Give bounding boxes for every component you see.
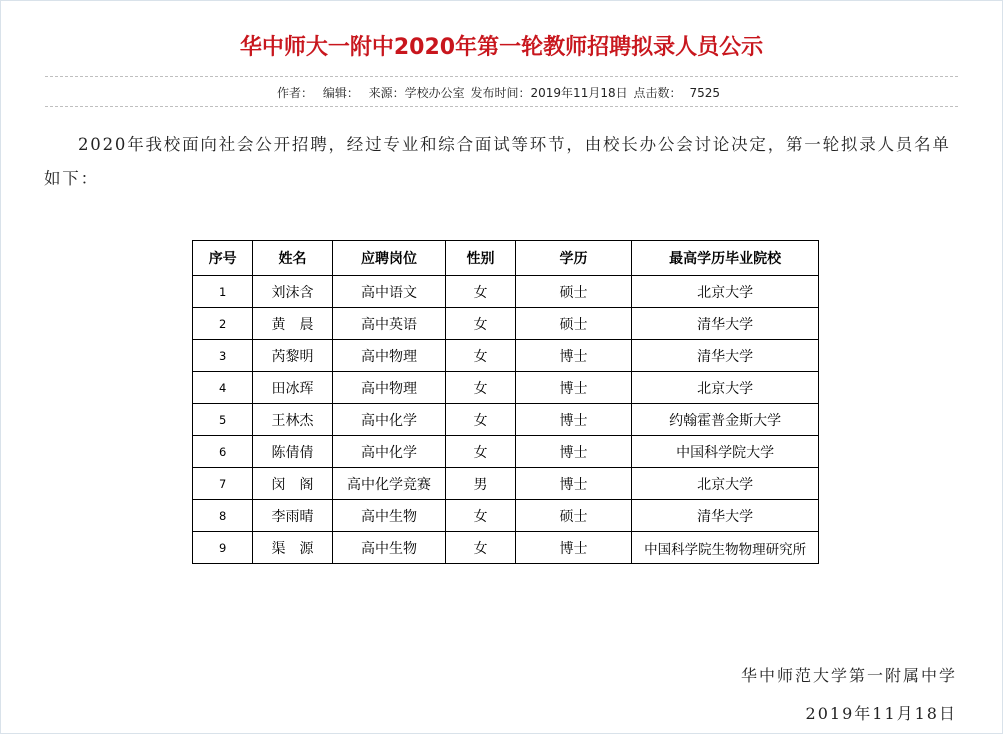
meta-source: 来源：学校办公室 <box>368 86 465 100</box>
table-row <box>193 436 819 468</box>
cell-school: 清华大学 <box>632 340 819 372</box>
cell-seq: 6 <box>193 436 253 468</box>
cell-gender: 男 <box>446 468 515 500</box>
table-row <box>193 500 819 532</box>
divider-top <box>45 76 958 77</box>
cell-seq: 8 <box>193 500 253 532</box>
cell-gender: 女 <box>446 436 515 468</box>
article-title: 华中师大一附中2020年第一轮教师招聘拟录人员公示 <box>239 35 764 60</box>
cell-position: 高中化学 <box>332 436 446 468</box>
cell-degree: 硕士 <box>515 500 632 532</box>
cell-degree: 博士 <box>515 468 632 500</box>
header-position: 应聘岗位 <box>332 241 446 276</box>
cell-degree: 博士 <box>515 340 632 372</box>
cell-seq: 1 <box>193 276 253 308</box>
cell-seq: 2 <box>193 308 253 340</box>
signature-organization: 华中师范大学第一附属中学 <box>740 666 957 685</box>
cell-seq: 3 <box>193 340 253 372</box>
cell-name: 芮黎明 <box>253 340 332 372</box>
cell-name: 王林杰 <box>253 404 332 436</box>
meta-views-label: 点击数： <box>633 86 682 100</box>
header-school: 最高学历毕业院校 <box>632 241 819 276</box>
intro-paragraph: 2020年我校面向社会公开招聘，经过专业和综合面试等环节，由校长办公会讨论决定，第一轮拟录人员名单如下： <box>44 135 951 188</box>
cell-seq: 9 <box>193 532 253 564</box>
table-row <box>193 276 819 308</box>
article-meta <box>0 84 1003 101</box>
table-row <box>193 404 819 436</box>
cell-name: 刘沫含 <box>253 276 332 308</box>
cell-school: 约翰霍普金斯大学 <box>632 404 819 436</box>
meta-published: 发布时间：2019年11月18日 <box>470 86 628 100</box>
cell-school: 中国科学院大学 <box>632 436 819 468</box>
cell-school: 北京大学 <box>632 468 819 500</box>
table-row <box>193 340 819 372</box>
cell-school: 清华大学 <box>632 308 819 340</box>
header-degree: 学历 <box>515 241 632 276</box>
cell-gender: 女 <box>446 532 515 564</box>
cell-school: 北京大学 <box>632 276 819 308</box>
cell-name: 渠 源 <box>253 532 332 564</box>
cell-position: 高中生物 <box>332 532 446 564</box>
cell-name: 李雨晴 <box>253 500 332 532</box>
table-row <box>193 468 819 500</box>
header-gender: 性别 <box>446 241 515 276</box>
cell-seq: 7 <box>193 468 253 500</box>
cell-gender: 女 <box>446 276 515 308</box>
divider-bottom <box>45 106 958 107</box>
cell-degree: 硕士 <box>515 276 632 308</box>
table-row <box>193 308 819 340</box>
meta-author: 作者： <box>276 86 313 100</box>
cell-degree: 博士 <box>515 372 632 404</box>
cell-degree: 博士 <box>515 436 632 468</box>
table-row <box>193 372 819 404</box>
cell-gender: 女 <box>446 308 515 340</box>
cell-gender: 女 <box>446 340 515 372</box>
cell-name: 陈倩倩 <box>253 436 332 468</box>
cell-name: 田冰珲 <box>253 372 332 404</box>
header-name: 姓名 <box>253 241 332 276</box>
header-seq: 序号 <box>193 241 253 276</box>
signature-date: 2019年11月18日 <box>805 704 957 723</box>
cell-position: 高中化学竞赛 <box>332 468 446 500</box>
meta-views-count: 7525 <box>689 86 720 100</box>
cell-gender: 女 <box>446 500 515 532</box>
cell-position: 高中物理 <box>332 372 446 404</box>
cell-seq: 5 <box>193 404 253 436</box>
cell-position: 高中语文 <box>332 276 446 308</box>
cell-name: 闵 阁 <box>253 468 332 500</box>
cell-gender: 女 <box>446 372 515 404</box>
cell-position: 高中英语 <box>332 308 446 340</box>
cell-degree: 博士 <box>515 532 632 564</box>
meta-editor: 编辑： <box>322 86 359 100</box>
cell-school: 中国科学院生物物理研究所 <box>632 532 819 564</box>
hire-list-table <box>192 240 819 564</box>
cell-school: 清华大学 <box>632 500 819 532</box>
cell-position: 高中生物 <box>332 500 446 532</box>
cell-position: 高中化学 <box>332 404 446 436</box>
cell-seq: 4 <box>193 372 253 404</box>
cell-degree: 硕士 <box>515 308 632 340</box>
cell-gender: 女 <box>446 404 515 436</box>
cell-degree: 博士 <box>515 404 632 436</box>
table-header-row <box>193 241 819 276</box>
table-row <box>193 532 819 564</box>
cell-school: 北京大学 <box>632 372 819 404</box>
cell-position: 高中物理 <box>332 340 446 372</box>
cell-name: 黄 晨 <box>253 308 332 340</box>
